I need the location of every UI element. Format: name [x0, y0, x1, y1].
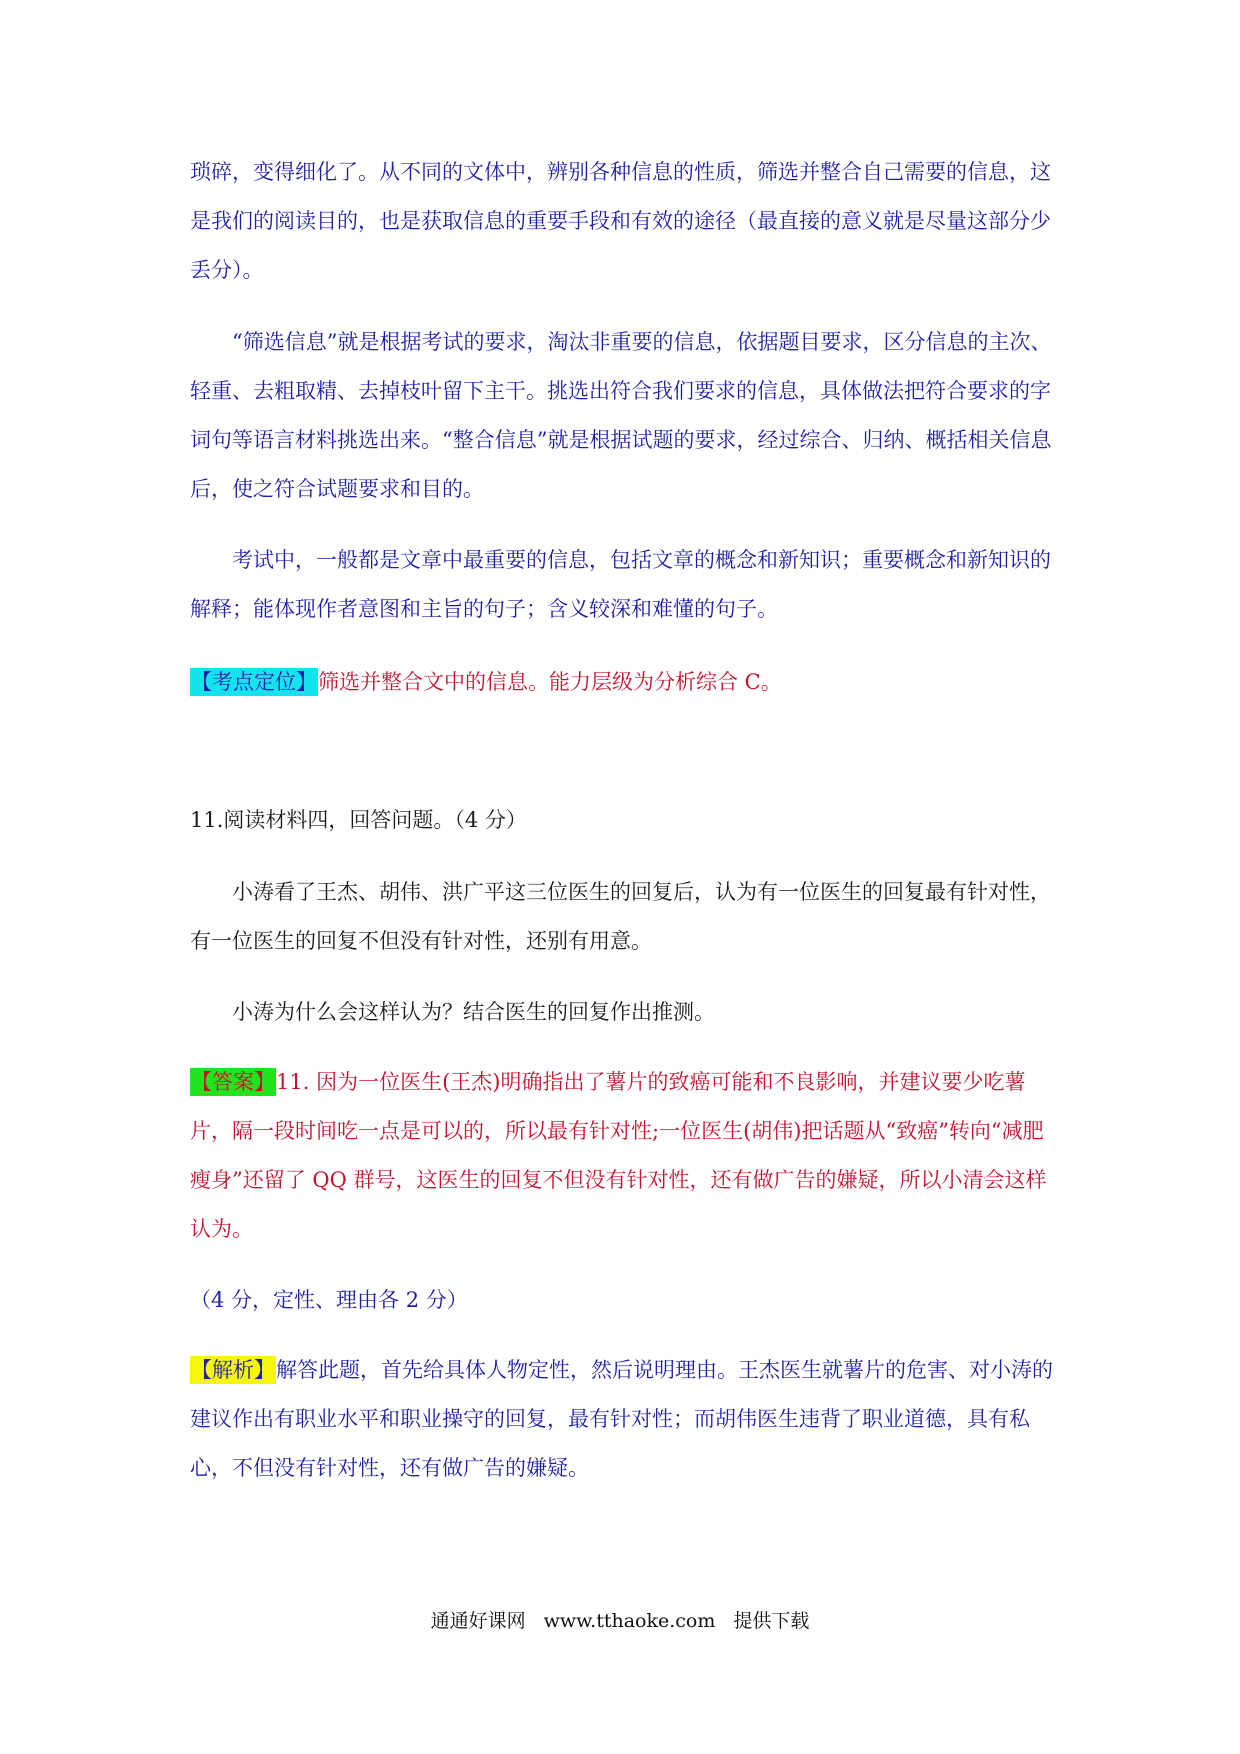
- answer-score-text: （4 分，定性、理由各 2 分）: [190, 1288, 468, 1312]
- question-paragraph-2: [190, 988, 1060, 1037]
- answer-score: [190, 1276, 1060, 1325]
- answer-text: 11. 因为一位医生(王杰)明确指出了薯片的致癌可能和不良影响，并建议要少吃薯片，隔一段时间吃一点是可以的，所以最有针对性;一位医生(胡伟)把话题从“致癌”转向“减肥瘦身”还留了 QQ 群号，这医生的回复不但没有针对性，还有做广告的嫌疑，所以小清会这样认为。: [190, 1070, 1047, 1241]
- footer-url[interactable]: www.tthaoke.com: [543, 1610, 716, 1632]
- answer-section: [190, 1058, 1060, 1254]
- footer-site-name: 通通好课网: [430, 1610, 526, 1632]
- kaodian-tag: 【考点定位】: [191, 670, 317, 694]
- passage-paragraph-3: [190, 536, 1060, 634]
- page-footer: [0, 1606, 1240, 1633]
- kaodian-text: 筛选并整合文中的信息。能力层级为分析综合 C。: [318, 670, 782, 694]
- passage-paragraph-2: [190, 318, 1060, 514]
- question-title-text: 11.阅读材料四，回答问题。（4 分）: [190, 808, 527, 832]
- question-text-1: 小涛看了王杰、胡伟、洪广平这三位医生的回复后，认为有一位医生的回复最有针对性，有一位医生的回复不但没有针对性，还别有用意。: [190, 880, 1051, 953]
- passage-text-3: 考试中，一般都是文章中最重要的信息，包括文章的概念和新知识；重要概念和新知识的解释；能体现作者意图和主旨的句子；含义较深和难懂的句子。: [190, 548, 1051, 621]
- analysis-text: 解答此题，首先给具体人物定性，然后说明理由。王杰医生就薯片的危害、对小涛的建议作出有职业水平和职业操守的回复，最有针对性；而胡伟医生违背了职业道德，具有私心，不但没有针对性，还有做广告的嫌疑。: [190, 1358, 1053, 1480]
- answer-tag: 【答案】: [191, 1070, 275, 1094]
- question-text-2: 小涛为什么会这样认为？结合医生的回复作出推测。: [232, 1000, 715, 1024]
- question-title: [190, 796, 1060, 845]
- footer-suffix: 提供下载: [733, 1610, 810, 1632]
- analysis-tag: 【解析】: [191, 1358, 275, 1382]
- question-paragraph-1: [190, 868, 1060, 966]
- passage-text-2: “筛选信息”就是根据考试的要求，淘汰非重要的信息，依据题目要求，区分信息的主次、轻重、去粗取精、去掉枝叶留下主干。挑选出符合我们要求的信息，具体做法把符合要求的字词句等语言材料挑选出来。“整合信息”就是根据试题的要求，经过综合、归纳、概括相关信息后，使之符合试题要求和目的。: [190, 330, 1052, 501]
- analysis-section: [190, 1346, 1060, 1493]
- passage-text-1: 琐碎，变得细化了。从不同的文体中，辨别各种信息的性质，筛选并整合自己需要的信息，这是我们的阅读目的，也是获取信息的重要手段和有效的途径（最直接的意义就是尽量这部分少丢分）。: [190, 160, 1051, 282]
- passage-paragraph-1: [190, 148, 1060, 295]
- kaodian-section: [190, 658, 1060, 707]
